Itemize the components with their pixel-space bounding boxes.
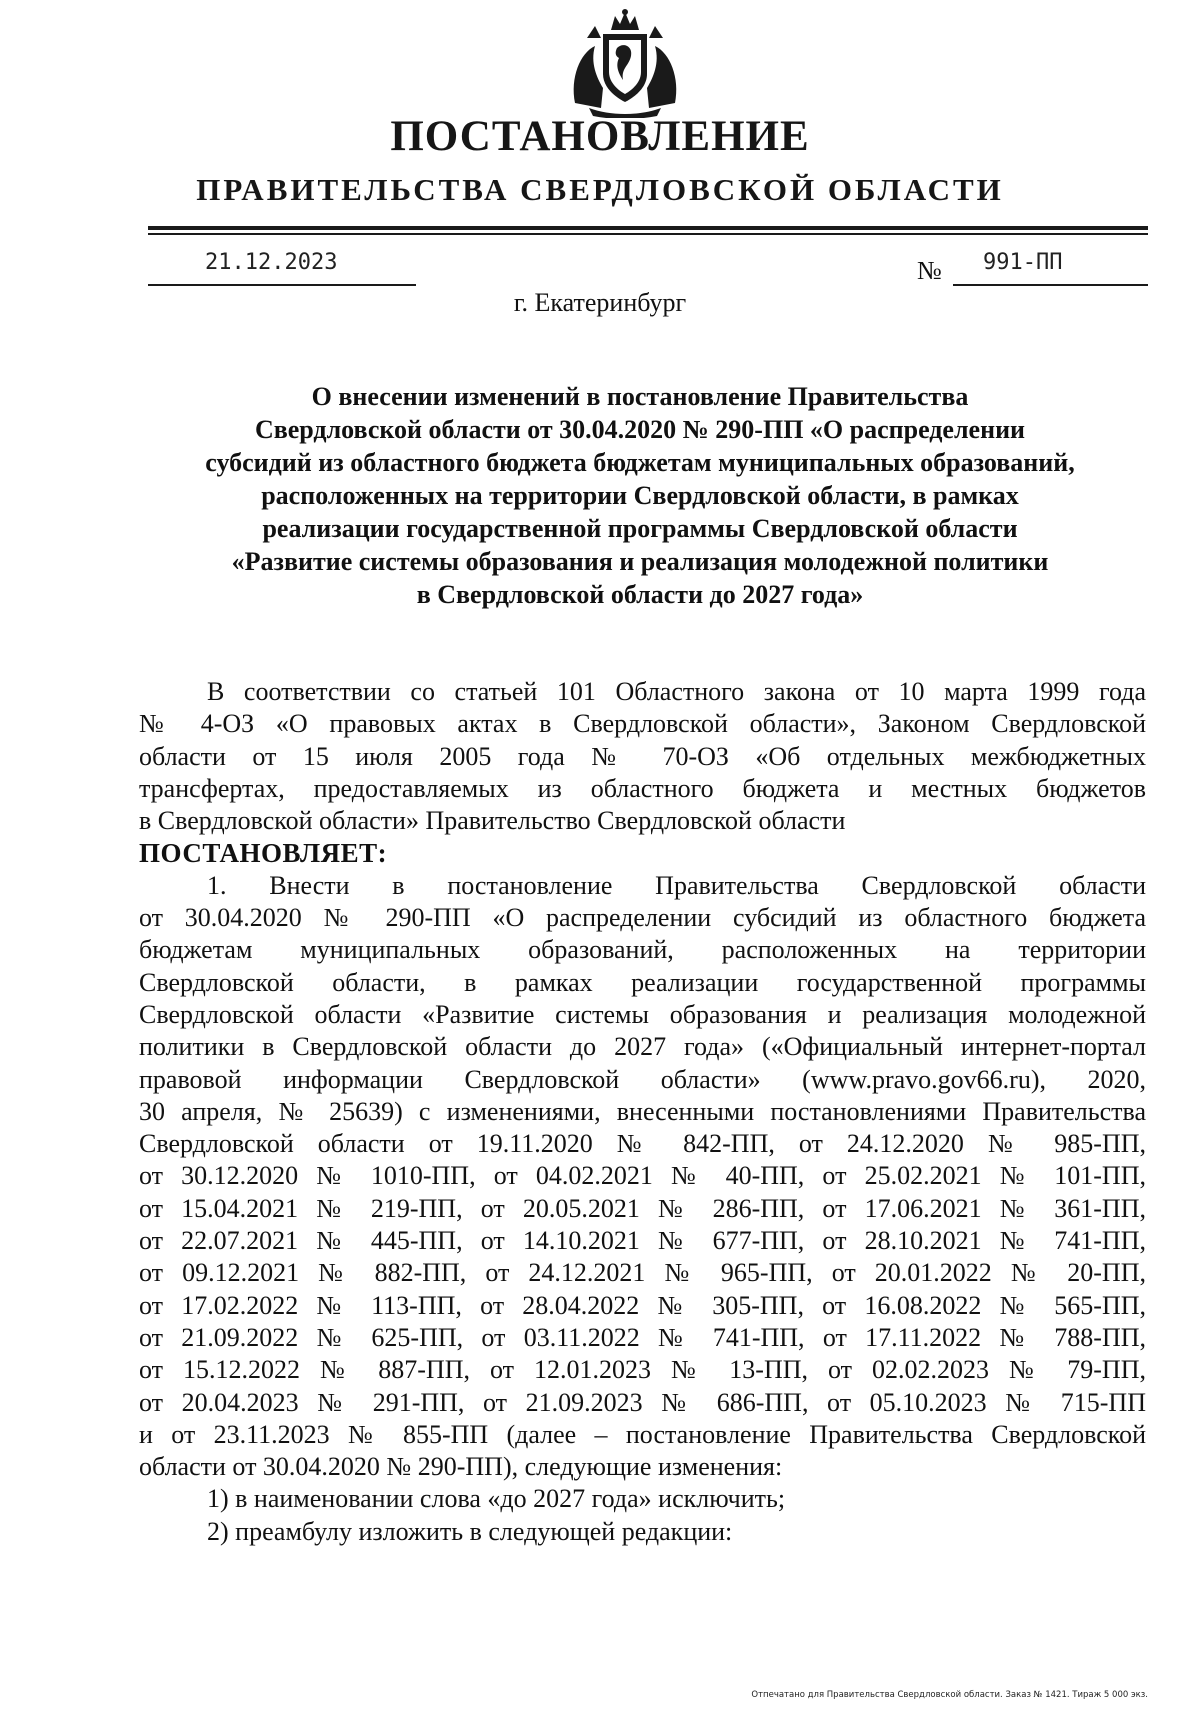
preamble-line: В соответствии со статьей 101 Областного закона от 10 марта 1999 года: [207, 677, 1146, 706]
heading-line: в Свердловской области до 2027 года»: [416, 580, 864, 609]
item1-line: правовой информации Свердловской области» (www.pravo.gov66.ru), 2020,: [139, 1064, 1146, 1094]
item1-line: области от 30.04.2020 № 290-ПП), следующие изменения:: [139, 1452, 783, 1482]
date-field: [148, 250, 416, 286]
item1-line: от 30.12.2020 № 1010-ПП, от 04.02.2021 № 40-ПП, от 25.02.2021 № 101-ПП,: [139, 1161, 1146, 1191]
preamble-line: трансфертах, предоставляемых из областного бюджета и местных бюджетов: [139, 773, 1146, 803]
heading-line: расположенных на территории Свердловской области, в рамках: [261, 481, 1019, 510]
item1-line: 30 апреля, № 25639) с изменениями, внесенными постановлениями Правительства: [139, 1096, 1146, 1126]
number-sign: №: [917, 256, 942, 285]
city-name: г. Екатеринбург: [513, 288, 687, 317]
header-divider-thick: [148, 226, 1148, 230]
number-field: [953, 250, 1148, 286]
document-type-title: ПОСТАНОВЛЕНИЕ: [390, 113, 810, 160]
preamble-line: в Свердловской области» Правительство Свердловской области: [139, 806, 846, 836]
document-heading: [140, 380, 1140, 611]
item1-line: от 17.02.2022 № 113-ПП, от 28.04.2022 № 305-ПП, от 16.08.2022 № 565-ПП,: [139, 1290, 1146, 1320]
heading-line: реализации государственной программы Свердловской области: [262, 514, 1018, 543]
subitem-1: 1) в наименовании слова «до 2027 года» исключить;: [207, 1484, 786, 1514]
document-number: 991-ПП: [983, 250, 1063, 275]
decree-word: ПОСТАНОВЛЯЕТ:: [139, 838, 388, 869]
item1-line: политики в Свердловской области до 2027 года» («Официальный интернет-портал: [139, 1032, 1146, 1062]
item1-line: Свердловской области от 19.11.2020 № 842-ПП, от 24.12.2020 № 985-ПП,: [139, 1129, 1146, 1159]
item1-line: 1. Внести в постановление Правительства Свердловской области: [207, 870, 1146, 900]
heading-line: О внесении изменений в постановление Правительства: [311, 382, 969, 411]
document-date: 21.12.2023: [205, 250, 338, 275]
heading-line: Свердловской области от 30.04.2020 № 290-ПП «О распределении: [254, 415, 1026, 444]
item1-line: от 22.07.2021 № 445-ПП, от 14.10.2021 № 677-ПП, от 28.10.2021 № 741-ПП,: [139, 1226, 1146, 1256]
item1-line: от 15.12.2022 № 887-ПП, от 12.01.2023 № 13-ПП, от 02.02.2023 № 79-ПП,: [139, 1355, 1146, 1385]
item1-line: от 15.04.2021 № 219-ПП, от 20.05.2021 № 286-ПП, от 17.06.2021 № 361-ПП,: [139, 1193, 1146, 1223]
item1-line: и от 23.11.2023 № 855-ПП (далее – постановление Правительства Свердловской: [139, 1419, 1146, 1449]
header-divider-thin: [148, 233, 1148, 235]
item1-line: Свердловской области «Развитие системы образования и реализация молодежной: [139, 999, 1146, 1029]
preamble-line: области от 15 июля 2005 года № 70-ОЗ «Об отдельных межбюджетных: [139, 741, 1146, 771]
item1-line: Свердловской области, в рамках реализации государственной программы: [139, 967, 1146, 997]
coat-of-arms-emblem: [565, 8, 685, 118]
item1-line: от 21.09.2022 № 625-ПП, от 03.11.2022 № 741-ПП, от 17.11.2022 № 788-ПП,: [139, 1322, 1146, 1352]
heading-line: «Развитие системы образования и реализация молодежной политики: [231, 547, 1049, 576]
heading-line: субсидий из областного бюджета бюджетам муниципальных образований,: [205, 448, 1075, 477]
preamble-line: № 4-ОЗ «О правовых актах в Свердловской области», Законом Свердловской: [139, 709, 1146, 739]
issuer-subtitle: ПРАВИТЕЛЬСТВА СВЕРДЛОВСКОЙ ОБЛАСТИ: [196, 172, 1004, 207]
item1-line: от 20.04.2023 № 291-ПП, от 21.09.2023 № 686-ПП, от 05.10.2023 № 715-ПП: [139, 1387, 1146, 1417]
item1-line: бюджетам муниципальных образований, расположенных на территории: [139, 935, 1146, 965]
item1-line: от 09.12.2021 № 882-ПП, от 24.12.2021 № 965-ПП, от 20.01.2022 № 20-ПП,: [139, 1258, 1146, 1288]
item1-line: от 30.04.2020 № 290-ПП «О распределении субсидий из областного бюджета: [139, 903, 1146, 933]
print-note: Отпечатано для Правительства Свердловской области. Заказ № 1421. Тираж 5 000 экз.: [751, 1690, 1148, 1700]
subitem-2: 2) преамбулу изложить в следующей редакции:: [207, 1516, 733, 1546]
document-body: [139, 676, 1146, 1548]
